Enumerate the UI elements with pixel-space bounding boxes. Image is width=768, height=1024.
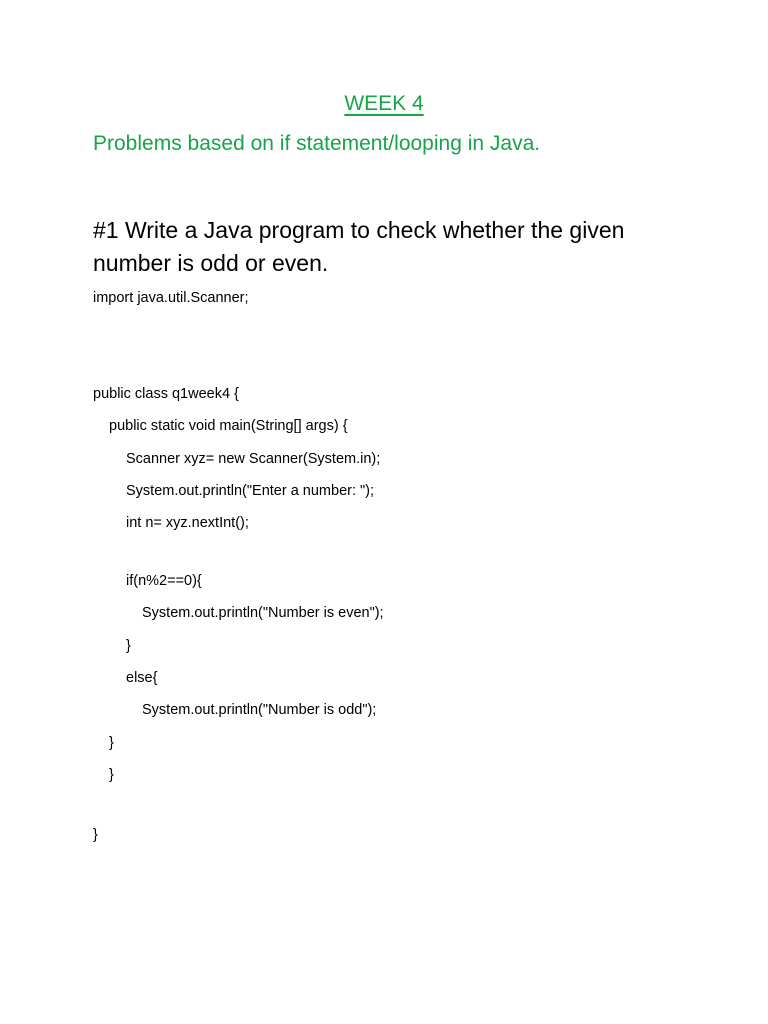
code-line: } — [109, 767, 114, 783]
code-line: System.out.println("Number is even"); — [142, 605, 384, 621]
code-line: } — [93, 827, 98, 843]
code-line: System.out.println("Number is odd"); — [142, 702, 377, 718]
document-subtitle: Problems based on if statement/looping in Java. — [93, 132, 541, 155]
code-line: public class q1week4 { — [93, 386, 239, 402]
code-line: int n= xyz.nextInt(); — [126, 515, 249, 531]
code-line: } — [109, 735, 114, 751]
code-line: else{ — [126, 670, 158, 686]
week-title: WEEK 4 — [344, 92, 424, 115]
code-line: } — [126, 638, 131, 654]
code-line: public static void main(String[] args) { — [109, 418, 348, 434]
code-line: if(n%2==0){ — [126, 573, 202, 589]
problem-heading: #1 Write a Java program to check whether the given number is odd or even. — [93, 217, 625, 276]
code-line: System.out.println("Enter a number: "); — [126, 483, 375, 499]
code-line: Scanner xyz= new Scanner(System.in); — [126, 451, 381, 467]
code-line: import java.util.Scanner; — [93, 290, 249, 306]
